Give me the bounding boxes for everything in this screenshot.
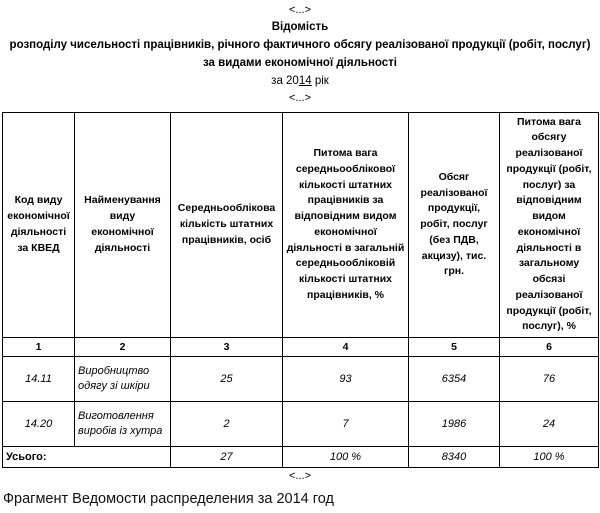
header-avg-staff: Середньооблікова кількість штатних працівників, осіб [171, 112, 283, 338]
distribution-table [2, 112, 599, 469]
total-row [3, 447, 599, 468]
doc-title-line3: за видами економічної діяльності [202, 56, 397, 69]
header-staff-share: Питома вага середньооблікової кількості штатних працівників за відповідним видом економічної діяльності в загальній середньообліковій кількості штатних працівників, % [283, 112, 409, 338]
doc-year-line [2, 73, 598, 91]
cell-sales-share: 76 [500, 357, 599, 402]
cell-kved-code: 14.11 [3, 357, 75, 402]
ellipsis-top: <...> [288, 4, 312, 16]
cell-sales-volume: 1986 [409, 402, 500, 447]
header-sales-volume: Обсяг реалізованої продукції, робіт, послуг (без ПДВ, акцизу), тис. грн. [409, 112, 500, 338]
cell-avg-staff: 2 [171, 402, 283, 447]
year-suffix: рік [311, 74, 329, 87]
ellipsis-bottom: <...> [288, 470, 312, 483]
ellipsis-mid: <...> [288, 92, 312, 105]
table-row [3, 402, 599, 447]
cell-sales-volume: 6354 [409, 357, 500, 402]
total-sales-volume: 8340 [409, 447, 500, 468]
cell-avg-staff: 25 [171, 357, 283, 402]
column-number-row [3, 338, 599, 357]
year-value: 14 [298, 74, 312, 87]
header-sales-share: Питома вага обсягу реалізованої продукції (робіт, послуг) за відповідним видом економічної діяльності в загальному обсязі реалізованої продукції (робіт, послуг), % [500, 112, 599, 338]
cell-kved-code: 14.20 [3, 402, 75, 447]
total-sales-share: 100 % [500, 447, 599, 468]
cell-staff-share: 7 [283, 402, 409, 447]
column-number: 1 [3, 338, 75, 357]
cell-activity-name: Виробництво одягу зі шкіри [75, 357, 171, 402]
cell-staff-share: 93 [283, 357, 409, 402]
total-avg-staff: 27 [171, 447, 283, 468]
column-number: 6 [500, 338, 599, 357]
column-number: 4 [283, 338, 409, 357]
doc-title-line2: розподілу чисельності працівників, річного фактичного обсягу реалізованої продукції (робіт, послуг) [9, 39, 591, 51]
cell-sales-share: 24 [500, 402, 599, 447]
total-label: Усього: [3, 447, 171, 468]
column-number: 5 [409, 338, 500, 357]
cell-activity-name: Виготовлення виробів із хутра [75, 402, 171, 447]
figure-caption: Фрагмент Ведомости распределения за 2014 год [3, 491, 334, 508]
table-row [3, 357, 599, 402]
column-number: 3 [171, 338, 283, 357]
header-activity-name: Найменування виду економічної діяльності [75, 112, 171, 338]
year-prefix: за 20 [271, 74, 299, 87]
table-header-row [3, 112, 599, 338]
column-number: 2 [75, 338, 171, 357]
total-staff-share: 100 % [283, 447, 409, 468]
doc-title-line1: Відомість [271, 21, 329, 34]
header-kved-code: Код виду економічної діяльності за КВЕД [3, 112, 75, 338]
